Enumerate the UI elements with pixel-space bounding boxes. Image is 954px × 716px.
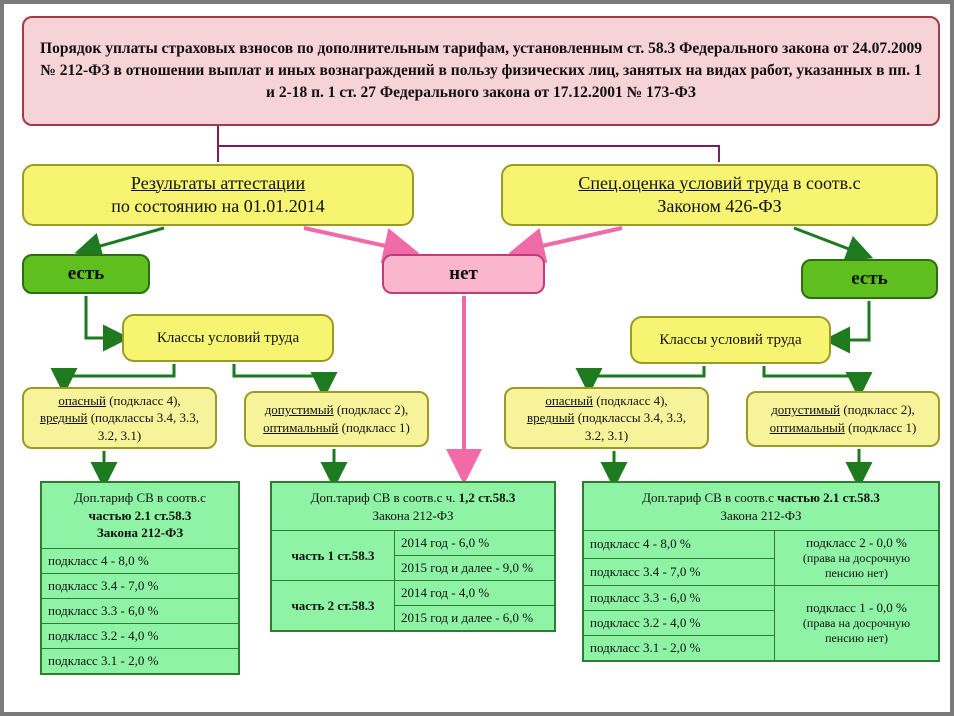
leaf4-tail-1: (подкласс 2), <box>840 402 915 418</box>
t1-header-line-3: Закона 212-ФЗ <box>96 525 184 541</box>
t1-header-line-2: частью 2.1 ст.58.3 <box>88 507 192 523</box>
node-est-right[interactable]: есть <box>801 259 938 299</box>
t3-right-cell-0-line-1: подкласс 2 - 0,0 % <box>806 535 907 551</box>
t1-row-2: подкласс 3.3 - 6,0 % <box>41 598 239 623</box>
node-working-conditions-classes-right[interactable]: Классы условий труда <box>630 316 831 364</box>
specocenka-line-2: Законом 426-ФЗ <box>657 196 782 216</box>
table-row <box>41 648 239 674</box>
node-attestation-results[interactable] <box>22 164 414 226</box>
table-row <box>583 586 939 611</box>
t1-row-4: подкласс 3.1 - 2,0 % <box>41 648 239 674</box>
leaf2-tail-1: (подкласс 2), <box>333 402 409 418</box>
table-row <box>41 482 239 548</box>
attestation-line-2: по состоянию на 01.01.2014 <box>111 196 325 216</box>
t3-left-row-4: подкласс 3.1 - 2,0 % <box>583 636 775 662</box>
specocenka-line-1: Спец.оценка условий труда <box>578 172 789 193</box>
table-tariff-left <box>40 481 240 675</box>
t2-part-2-label <box>271 581 395 632</box>
node-est-left[interactable]: есть <box>22 254 150 294</box>
node-acceptable-classes-left[interactable] <box>244 391 429 447</box>
leaf4-word-acceptable: допустимый <box>771 402 841 418</box>
t3-right-cell-1-line-1: подкласс 1 - 0,0 % <box>806 600 907 616</box>
node-special-assessment[interactable] <box>501 164 938 226</box>
t2-part-2-value-0: 2014 год - 4,0 % <box>395 581 556 606</box>
node-working-conditions-classes-left[interactable]: Классы условий труда <box>122 314 334 362</box>
t3-right-cell-0-line-2: (права на досрочную <box>802 551 911 566</box>
t2-header-line-1a: Доп.тариф СВ в соотв.с ч. <box>310 490 459 505</box>
t2-part-1-bold: ст.58.3 <box>337 547 375 563</box>
table-row <box>583 482 939 531</box>
specocenka-line-1-tail: в соотв.с <box>788 172 861 193</box>
t3-header-line-2: Закона 212-ФЗ <box>720 507 802 523</box>
leaf4-tail-2: (подкласс 1) <box>844 420 917 435</box>
table-tariff-right <box>582 481 940 662</box>
leaf2-word-acceptable: допустимый <box>264 402 334 418</box>
leaf2-word-optimal: оптимальный <box>263 420 339 435</box>
t1-header-cell <box>41 482 239 548</box>
leaf1-word-harmful: вредный <box>39 410 88 426</box>
t2-part-2-bold: ст.58.3 <box>337 597 375 613</box>
t3-left-row-2: подкласс 3.3 - 6,0 % <box>583 586 775 611</box>
t3-left-row-3: подкласс 3.2 - 4,0 % <box>583 611 775 636</box>
table-row <box>271 531 555 556</box>
t3-right-cell-1-line-2: (права на досрочную <box>802 616 911 631</box>
leaf1-tail-1: (подкласс 4), <box>105 392 181 408</box>
t2-part-2-plain: часть 2 <box>291 597 338 613</box>
t2-part-1-value-0: 2014 год - 6,0 % <box>395 531 556 556</box>
table-row <box>271 482 555 531</box>
t2-header-line-2: Закона 212-ФЗ <box>372 507 454 523</box>
leaf2-tail-2: (подкласс 1) <box>338 420 410 435</box>
t2-part-1-label <box>271 531 395 581</box>
t2-part-1-plain: часть 1 <box>291 547 338 563</box>
t3-right-cell-0-line-3: пенсию нет) <box>825 566 888 581</box>
leaf1-line-3: 3.2, 3.1) <box>97 427 142 443</box>
t3-left-row-0: подкласс 4 - 8,0 % <box>583 531 775 559</box>
leaf3-line-3: 3.2, 3.1) <box>584 427 629 443</box>
table-row <box>271 581 555 606</box>
t3-right-cell-0 <box>775 531 940 586</box>
t3-header-line-1a: Доп.тариф СВ в соотв.с <box>642 490 778 505</box>
diagram-title: Порядок уплаты страховых взносов по дополнительным тарифам, установленным ст. 58.3 Федерального закона от 24.07.2009 № 212-ФЗ в отношении выплат и иных вознаграждений в пользу физических лиц, занятых на видах работ, указанных в пп. 1 и 2-18 п. 1 ст. 27 Федерального закона от 17.12.2001 № 173-ФЗ <box>22 16 940 126</box>
t2-part-2-value-1: 2015 год и далее - 6,0 % <box>395 606 556 632</box>
t1-row-0: подкласс 4 - 8,0 % <box>41 548 239 573</box>
leaf1-word-dangerous: опасный <box>58 392 106 408</box>
table-row <box>41 573 239 598</box>
t1-header-line-1: Доп.тариф СВ в соотв.с <box>74 490 206 505</box>
leaf3-word-dangerous: опасный <box>545 392 593 408</box>
table-row <box>41 548 239 573</box>
t2-header-cell <box>271 482 555 531</box>
leaf3-word-harmful: вредный <box>526 410 575 426</box>
attestation-line-1: Результаты аттестации <box>130 172 306 193</box>
table-row <box>583 531 939 559</box>
leaf4-word-optimal: оптимальный <box>769 420 845 435</box>
table-row <box>41 623 239 648</box>
t2-header-line-1b: 1,2 ст.58.3 <box>458 490 516 505</box>
table-tariff-middle <box>270 481 556 632</box>
t3-left-row-1: подкласс 3.4 - 7,0 % <box>583 558 775 586</box>
node-hazard-classes-right[interactable] <box>504 387 709 449</box>
t3-header-line-1b: частью 2.1 ст.58.3 <box>777 490 880 505</box>
leaf3-tail-2: (подклассы 3.4, 3.3, <box>574 410 687 426</box>
t3-right-cell-1-line-3: пенсию нет) <box>825 631 888 646</box>
t2-part-1-value-1: 2015 год и далее - 9,0 % <box>395 556 556 581</box>
t3-header-cell <box>583 482 939 531</box>
t1-row-3: подкласс 3.2 - 4,0 % <box>41 623 239 648</box>
node-acceptable-classes-right[interactable] <box>746 391 940 447</box>
t1-row-1: подкласс 3.4 - 7,0 % <box>41 573 239 598</box>
node-net[interactable]: нет <box>382 254 545 294</box>
leaf3-tail-1: (подкласс 4), <box>592 392 668 408</box>
table-row <box>41 598 239 623</box>
node-hazard-classes-left[interactable] <box>22 387 217 449</box>
leaf1-tail-2: (подклассы 3.4, 3.3, <box>87 410 200 426</box>
t3-right-cell-1 <box>775 586 940 662</box>
